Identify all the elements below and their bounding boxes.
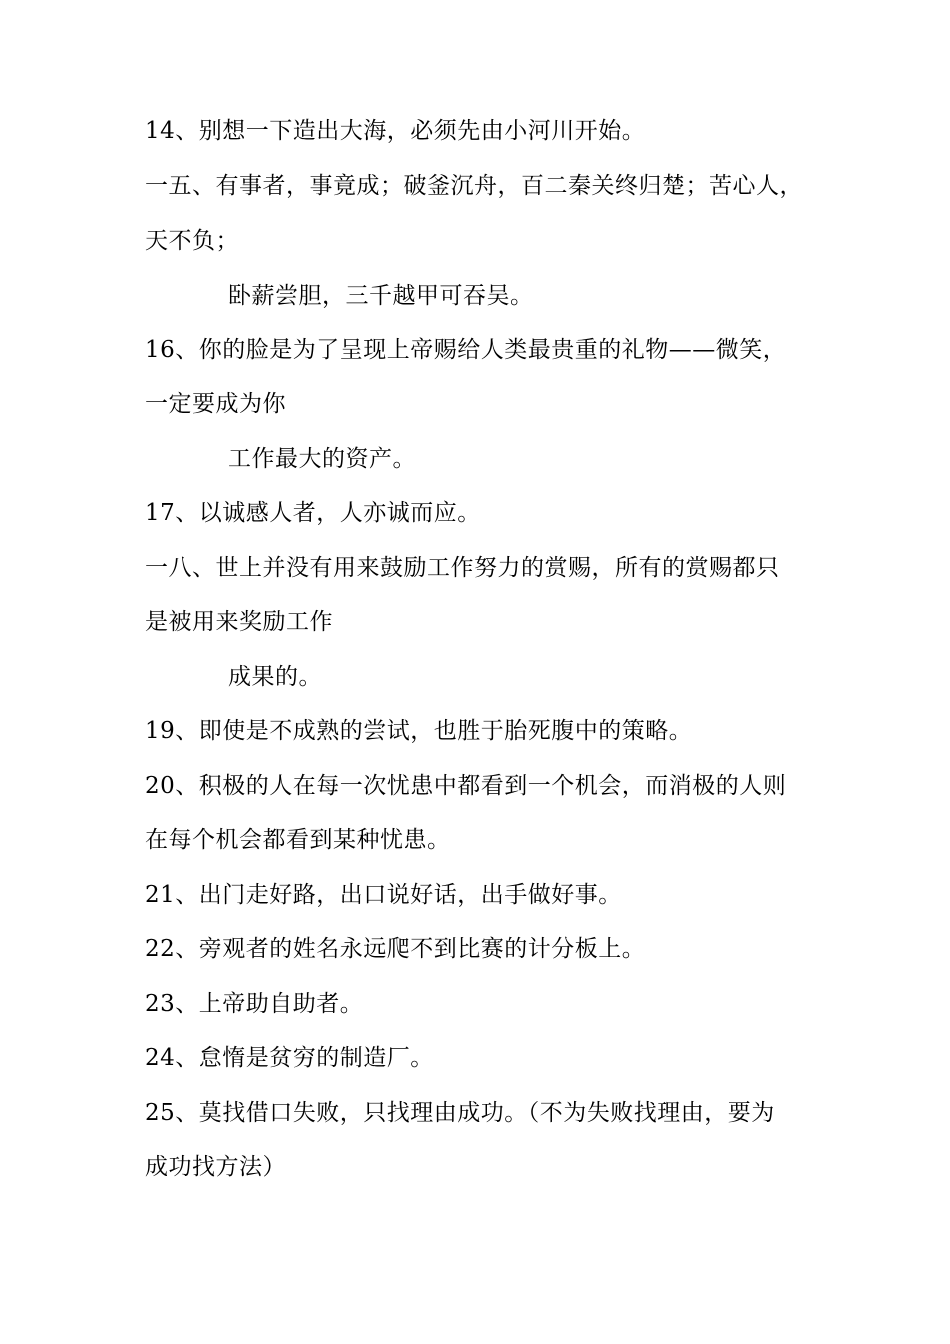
text-line-1: 14、别想一下造出大海，必须先由小河川开始。 (145, 118, 646, 144)
text-line-20: 成功找方法） (145, 1154, 286, 1180)
text-line-15: 21、出门走好路，出口说好话，出手做好事。 (145, 882, 622, 908)
text-line-11: 成果的。 (228, 664, 322, 690)
text-line-17: 23、上帝助自助者。 (145, 991, 364, 1017)
text-line-2: 一五、有事者，事竟成；破釜沉舟，百二秦关终归楚；苦心人， (145, 173, 803, 199)
text-line-6: 一定要成为你 (145, 391, 286, 417)
text-line-8: 17、以诚感人者，人亦诚而应。 (145, 500, 481, 526)
text-line-18: 24、怠惰是贫穷的制造厂。 (145, 1045, 434, 1071)
text-line-19: 25、莫找借口失败，只找理由成功。（不为失败找理由，要为 (145, 1100, 775, 1126)
text-line-14: 在每个机会都看到某种忧患。 (145, 827, 451, 853)
text-line-7: 工作最大的资产。 (228, 446, 416, 472)
text-line-3: 天不负； (145, 228, 239, 254)
text-line-12: 19、即使是不成熟的尝试，也胜于胎死腹中的策略。 (145, 718, 693, 744)
text-line-16: 22、旁观者的姓名永远爬不到比赛的计分板上。 (145, 936, 646, 962)
text-line-13: 20、积极的人在每一次忧患中都看到一个机会，而消极的人则 (145, 773, 787, 799)
text-line-10: 是被用来奖励工作 (145, 609, 333, 635)
text-line-4: 卧薪尝胆，三千越甲可吞吴。 (228, 283, 534, 309)
text-line-9: 一八、世上并没有用来鼓励工作努力的赏赐，所有的赏赐都只 (145, 555, 780, 581)
text-line-5: 16、你的脸是为了呈现上帝赐给人类最贵重的礼物——微笑， (145, 337, 787, 363)
